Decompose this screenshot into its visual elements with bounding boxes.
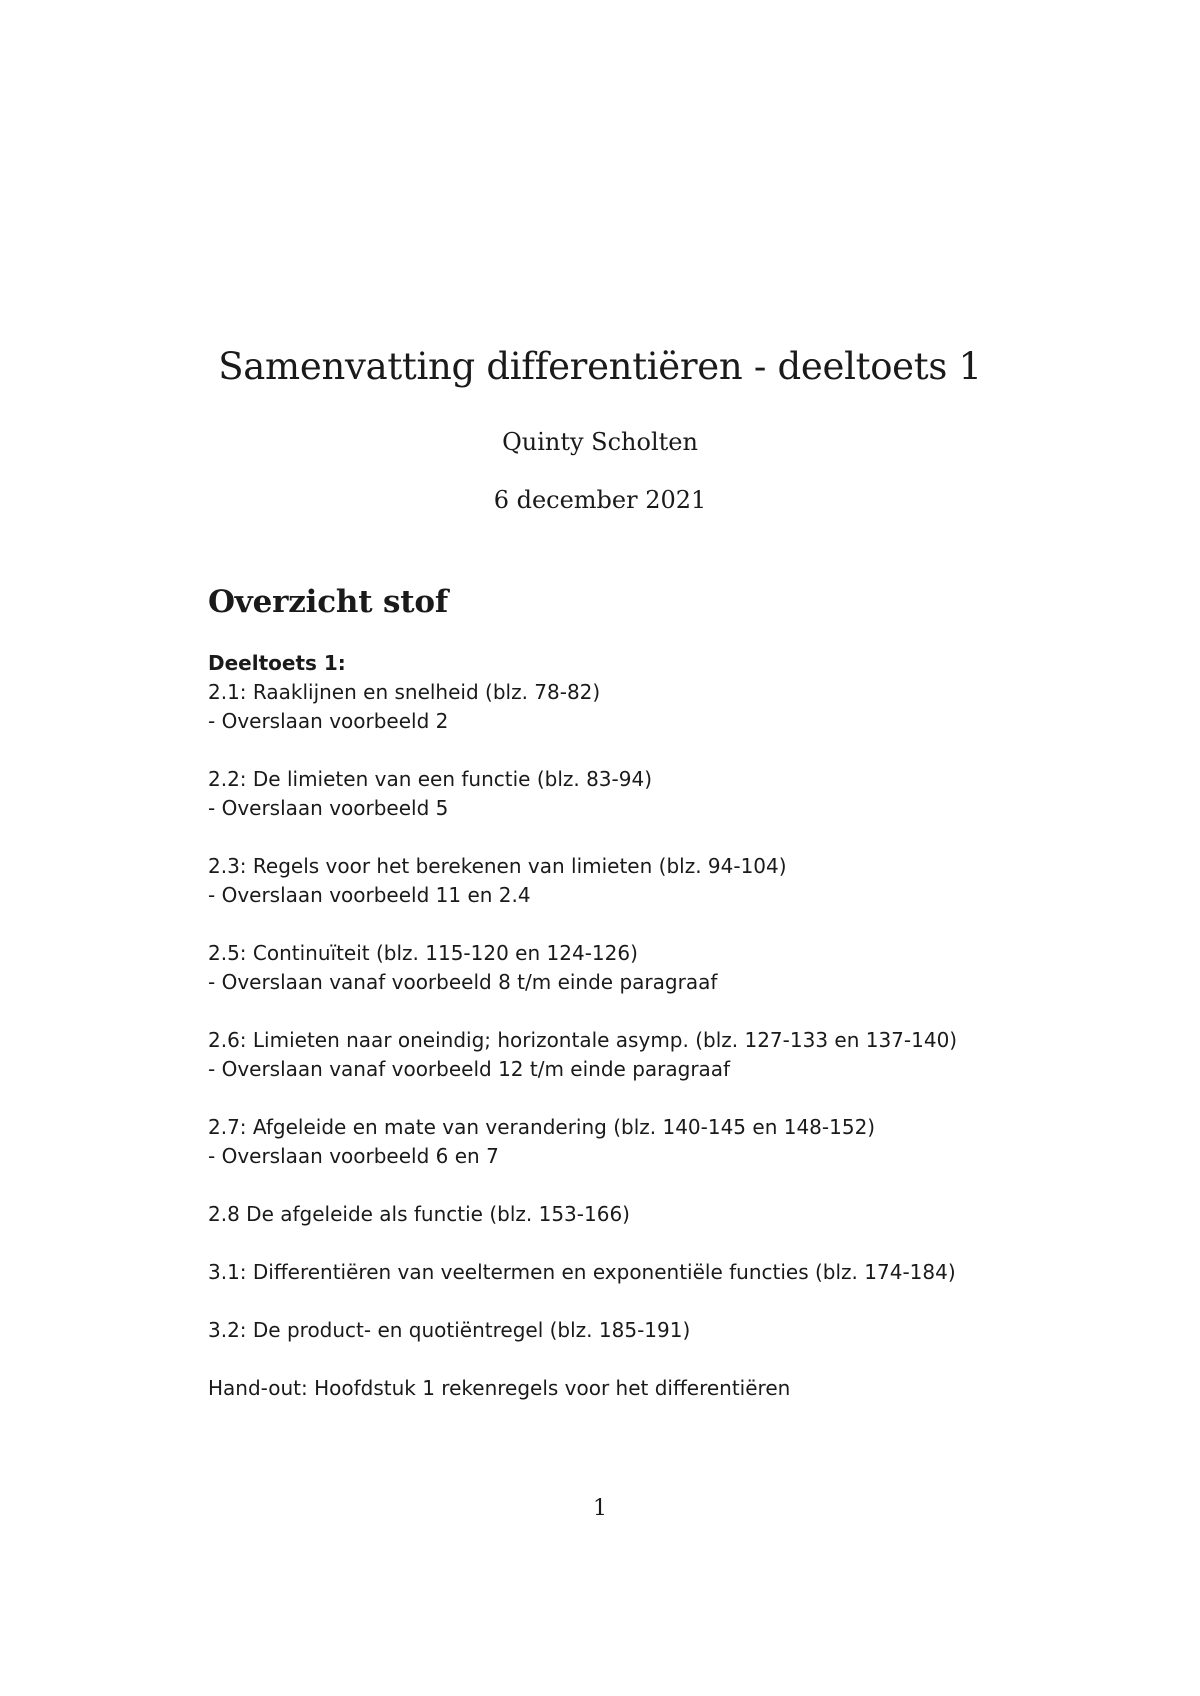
item-title: 3.2: De product- en quotiëntregel (blz. 185-191)	[208, 1318, 691, 1342]
document-date: 6 december 2021	[493, 486, 707, 514]
document-title: Samenvatting differentiëren - deeltoets 1	[218, 345, 982, 388]
list-item	[208, 1258, 1048, 1287]
page-number: 1	[593, 1496, 607, 1521]
item-note: - Overslaan voorbeeld 6 en 7	[208, 1144, 499, 1168]
list-item	[208, 939, 1048, 997]
item-note: - Overslaan vanaf voorbeeld 8 t/m einde paragraaf	[208, 970, 718, 994]
list-item	[208, 1026, 1048, 1084]
item-title: 2.6: Limieten naar oneindig; horizontale asymp. (blz. 127-133 en 137-140)	[208, 1028, 958, 1052]
item-title: Hand-out: Hoofdstuk 1 rekenregels voor het differentiëren	[208, 1376, 791, 1400]
item-note: - Overslaan voorbeeld 5	[208, 796, 449, 820]
item-note: - Overslaan voorbeeld 11 en 2.4	[208, 883, 531, 907]
section-content	[208, 649, 1048, 1403]
list-item	[208, 1200, 1048, 1229]
item-title: 2.8 De afgeleide als functie (blz. 153-166)	[208, 1202, 630, 1226]
section-heading: Overzicht stof	[208, 584, 448, 620]
author-name: Quinty Scholten	[502, 428, 698, 456]
item-title: 3.1: Differentiëren van veeltermen en exponentiële functies (blz. 174-184)	[208, 1260, 956, 1284]
item-title: 2.5: Continuïteit (blz. 115-120 en 124-126)	[208, 941, 638, 965]
list-item	[208, 765, 1048, 823]
list-item	[208, 1316, 1048, 1345]
item-title: 2.3: Regels voor het berekenen van limieten (blz. 94-104)	[208, 854, 787, 878]
list-item	[208, 852, 1048, 910]
item-title: 2.1: Raaklijnen en snelheid (blz. 78-82)	[208, 680, 601, 704]
item-title: 2.2: De limieten van een functie (blz. 83-94)	[208, 767, 653, 791]
item-note: - Overslaan voorbeeld 2	[208, 709, 449, 733]
item-note: - Overslaan vanaf voorbeeld 12 t/m einde paragraaf	[208, 1057, 731, 1081]
list-item	[208, 1113, 1048, 1171]
subheading: Deeltoets 1:	[208, 651, 346, 675]
list-item	[208, 1374, 1048, 1403]
item-title: 2.7: Afgeleide en mate van verandering (blz. 140-145 en 148-152)	[208, 1115, 876, 1139]
